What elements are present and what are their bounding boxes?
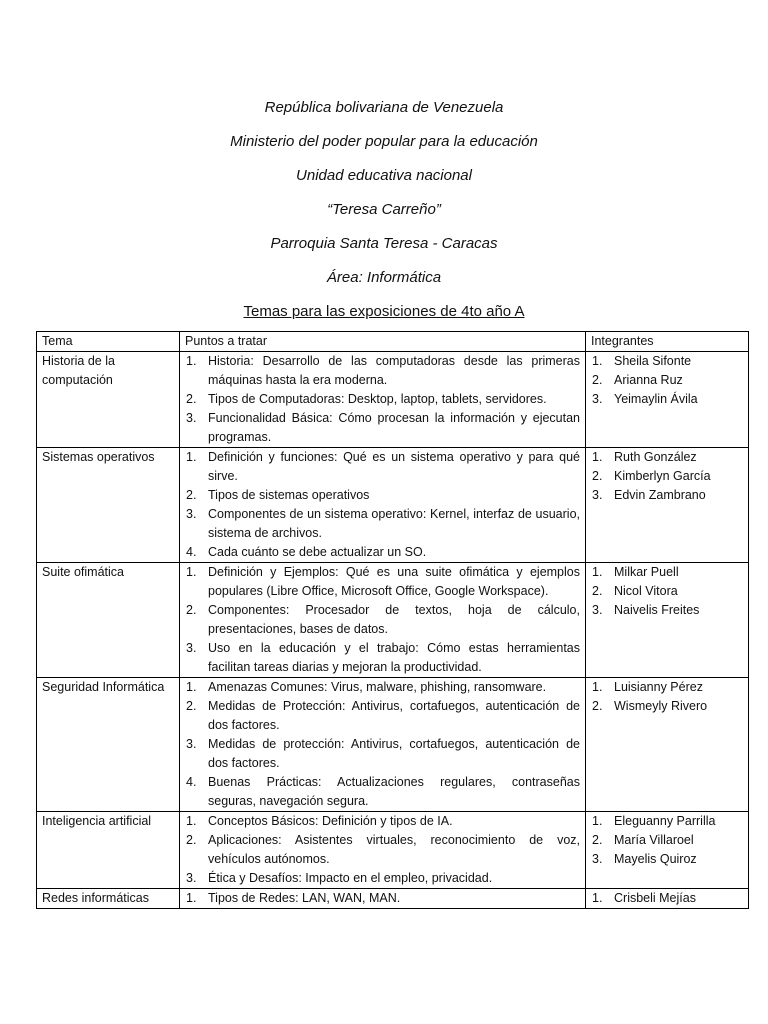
point-item (185, 601, 580, 639)
table-body (37, 352, 749, 909)
list-number: 1. (592, 680, 603, 694)
point-item-text: Aplicaciones: Asistentes virtuales, reconocimiento de voz, vehículos autónomos. (208, 833, 580, 866)
point-item (185, 831, 580, 869)
members-cell (586, 678, 749, 812)
member-item-text: Luisianny Pérez (614, 680, 703, 694)
members-cell (586, 563, 749, 678)
points-cell (180, 352, 586, 448)
point-item (185, 352, 580, 390)
points-cell (180, 812, 586, 889)
point-item-text: Componentes de un sistema operativo: Kernel, interfaz de usuario, sistema de archivos. (208, 507, 580, 540)
list-number: 1. (592, 565, 603, 579)
member-item-text: Naivelis Freites (614, 603, 700, 617)
list-number: 3. (592, 852, 603, 866)
list-number: 1. (592, 891, 603, 905)
list-number: 3. (186, 737, 197, 751)
topic-cell: Suite ofimática (37, 563, 180, 678)
list-number: 1. (592, 814, 603, 828)
point-item (185, 543, 580, 562)
point-item-text: Definición y Ejemplos: Qué es una suite ofimática y ejemplos populares (Libre Office, Microsoft Office, Google Workspace). (208, 565, 580, 598)
point-item-text: Ética y Desafíos: Impacto en el empleo, privacidad. (208, 871, 493, 885)
member-item-text: María Villaroel (614, 833, 694, 847)
member-item (591, 678, 743, 697)
member-item (591, 697, 743, 716)
list-number: 2. (592, 699, 603, 713)
point-item-text: Medidas de Protección: Antivirus, cortafuegos, autenticación de dos factores. (208, 699, 580, 732)
table-header-row (37, 332, 749, 352)
list-number: 1. (186, 891, 197, 905)
table-row (37, 563, 749, 678)
members-cell (586, 889, 749, 909)
points-cell (180, 889, 586, 909)
point-item-text: Medidas de protección: Antivirus, cortafuegos, autenticación de dos factores. (208, 737, 580, 770)
list-number: 3. (592, 488, 603, 502)
column-header-puntos: Puntos a tratar (180, 332, 586, 352)
topic-cell: Seguridad Informática (37, 678, 180, 812)
list-number: 2. (592, 584, 603, 598)
list-number: 2. (592, 469, 603, 483)
list-number: 3. (186, 871, 197, 885)
table-row (37, 889, 749, 909)
header-school-type: Unidad educativa nacional (296, 167, 472, 184)
member-item-text: Edvin Zambrano (614, 488, 706, 502)
list-number: 3. (186, 641, 197, 655)
points-cell (180, 678, 586, 812)
point-item-text: Uso en la educación y el trabajo: Cómo estas herramientas facilitan tareas diarias y mejoran la productividad. (208, 641, 580, 674)
point-item-text: Buenas Prácticas: Actualizaciones regulares, contraseñas seguras, navegación segura. (208, 775, 580, 808)
member-item (591, 889, 743, 908)
member-item (591, 812, 743, 831)
header-school-name: “Teresa Carreño” (327, 201, 441, 218)
member-item (591, 601, 743, 620)
point-item-text: Conceptos Básicos: Definición y tipos de IA. (208, 814, 453, 828)
list-number: 3. (186, 507, 197, 521)
list-number: 1. (592, 354, 603, 368)
point-item (185, 486, 580, 505)
points-cell (180, 448, 586, 563)
topics-table (36, 331, 749, 909)
points-cell-list (185, 448, 580, 562)
member-item-text: Mayelis Quiroz (614, 852, 697, 866)
point-item (185, 735, 580, 773)
header-area: Área: Informática (326, 269, 442, 286)
column-header-tema: Tema (37, 332, 180, 352)
point-item (185, 889, 580, 908)
members-cell-list (591, 812, 743, 869)
point-item (185, 812, 580, 831)
point-item (185, 563, 580, 601)
points-cell-list (185, 889, 580, 908)
header-parish: Parroquia Santa Teresa - Caracas (270, 235, 498, 252)
list-number: 2. (186, 833, 197, 847)
member-item-text: Kimberlyn García (614, 469, 711, 483)
member-item (591, 563, 743, 582)
member-item (591, 582, 743, 601)
table-row (37, 352, 749, 448)
members-cell-list (591, 448, 743, 505)
member-item (591, 467, 743, 486)
member-item-text: Wismeyly Rivero (614, 699, 708, 713)
list-number: 2. (592, 833, 603, 847)
list-number: 2. (592, 373, 603, 387)
member-item (591, 486, 743, 505)
points-cell-list (185, 812, 580, 888)
table-row (37, 448, 749, 563)
point-item (185, 869, 580, 888)
members-cell-list (591, 889, 743, 908)
point-item-text: Amenazas Comunes: Virus, malware, phishing, ransomware. (208, 680, 547, 694)
point-item-text: Componentes: Procesador de textos, hoja de cálculo, presentaciones, bases de datos. (208, 603, 580, 636)
document-subtitle: Temas para las exposiciones de 4to año A (243, 303, 525, 320)
member-item-text: Arianna Ruz (614, 373, 683, 387)
members-cell (586, 352, 749, 448)
member-item-text: Ruth González (614, 450, 697, 464)
list-number: 1. (186, 680, 197, 694)
point-item (185, 409, 580, 447)
point-item (185, 697, 580, 735)
list-number: 3. (186, 411, 197, 425)
list-number: 4. (186, 775, 197, 789)
point-item-text: Cada cuánto se debe actualizar un SO. (208, 545, 427, 559)
list-number: 1. (186, 565, 197, 579)
member-item-text: Nicol Vitora (614, 584, 678, 598)
header-republic: República bolivariana de Venezuela (264, 99, 504, 116)
list-number: 2. (186, 603, 197, 617)
point-item (185, 773, 580, 811)
topic-cell: Historia de la computación (37, 352, 180, 448)
table-row (37, 678, 749, 812)
member-item (591, 390, 743, 409)
member-item (591, 831, 743, 850)
member-item-text: Crisbeli Mejías (614, 891, 696, 905)
point-item (185, 505, 580, 543)
points-cell-list (185, 563, 580, 677)
point-item-text: Tipos de Computadoras: Desktop, laptop, tablets, servidores. (208, 392, 547, 406)
list-number: 3. (592, 392, 603, 406)
points-cell-list (185, 678, 580, 811)
points-cell-list (185, 352, 580, 447)
member-item (591, 371, 743, 390)
document-header (0, 91, 768, 329)
members-cell (586, 812, 749, 889)
topic-cell: Inteligencia artificial (37, 812, 180, 889)
member-item-text: Eleguanny Parrilla (614, 814, 716, 828)
header-ministry: Ministerio del poder popular para la educación (230, 133, 538, 150)
point-item-text: Historia: Desarrollo de las computadoras desde las primeras máquinas hasta la era moderna. (208, 354, 580, 387)
member-item-text: Yeimaylin Ávila (614, 392, 698, 406)
points-cell (180, 563, 586, 678)
list-number: 2. (186, 392, 197, 406)
members-cell-list (591, 352, 743, 409)
topic-cell: Redes informáticas (37, 889, 180, 909)
members-cell-list (591, 678, 743, 716)
member-item (591, 850, 743, 869)
list-number: 1. (186, 814, 197, 828)
table-row (37, 812, 749, 889)
point-item (185, 639, 580, 677)
list-number: 1. (186, 354, 197, 368)
members-cell-list (591, 563, 743, 620)
member-item (591, 352, 743, 371)
point-item-text: Funcionalidad Básica: Cómo procesan la información y ejecutan programas. (208, 411, 580, 444)
point-item-text: Definición y funciones: Qué es un sistema operativo y para qué sirve. (208, 450, 580, 483)
members-cell (586, 448, 749, 563)
list-number: 1. (592, 450, 603, 464)
point-item-text: Tipos de sistemas operativos (208, 488, 370, 502)
member-item-text: Milkar Puell (614, 565, 679, 579)
member-item-text: Sheila Sifonte (614, 354, 692, 368)
point-item-text: Tipos de Redes: LAN, WAN, MAN. (208, 891, 401, 905)
list-number: 2. (186, 699, 197, 713)
column-header-integrantes: Integrantes (586, 332, 749, 352)
point-item (185, 678, 580, 697)
list-number: 3. (592, 603, 603, 617)
member-item (591, 448, 743, 467)
list-number: 2. (186, 488, 197, 502)
list-number: 4. (186, 545, 197, 559)
point-item (185, 448, 580, 486)
list-number: 1. (186, 450, 197, 464)
topic-cell: Sistemas operativos (37, 448, 180, 563)
point-item (185, 390, 580, 409)
